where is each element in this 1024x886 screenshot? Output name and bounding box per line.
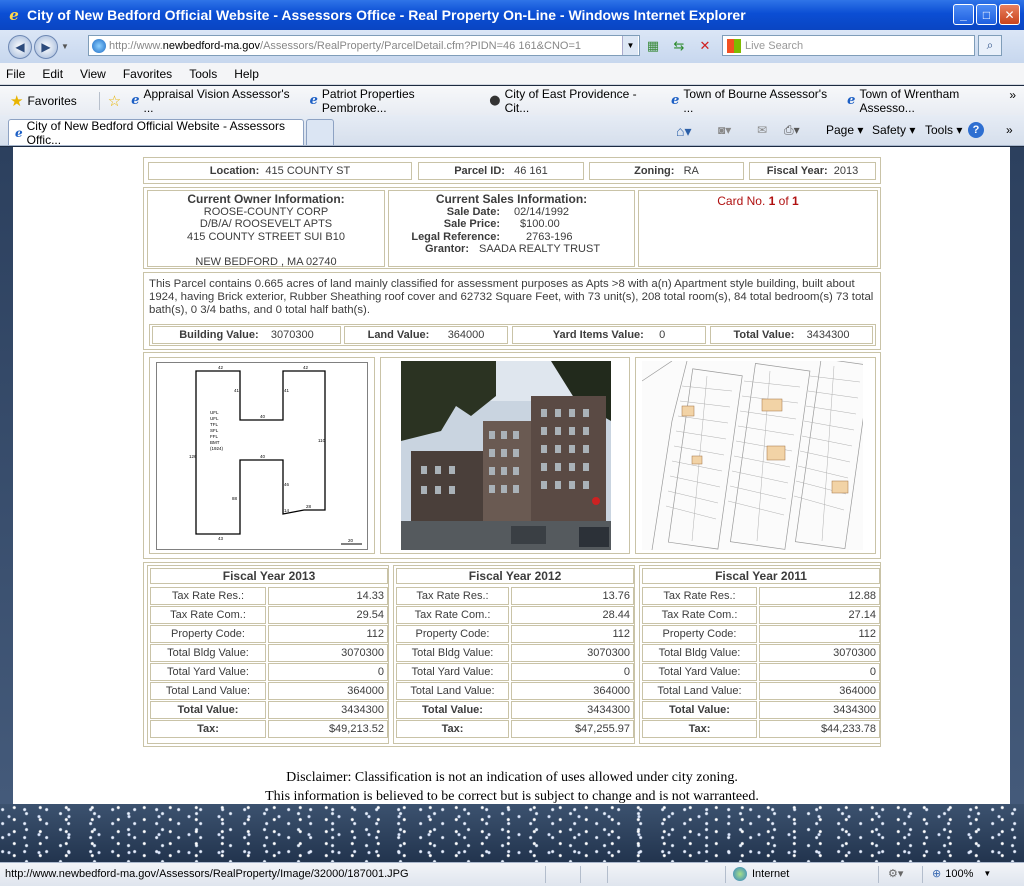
owner-sales-row	[143, 187, 881, 269]
grantor-value: SAADA REALTY TRUST	[479, 243, 601, 255]
sketch-dimension: 126	[189, 454, 197, 459]
sketch-dimension: 88	[232, 496, 238, 501]
location-value: 415 COUNTY ST	[265, 165, 351, 177]
sketch-dimension: 110	[318, 438, 326, 443]
fiscal-row-label: Tax:	[150, 720, 266, 738]
mail-icon[interactable]: ✉	[757, 123, 768, 137]
history-dropdown-icon[interactable]: ▼	[61, 42, 69, 51]
chevron-down-icon: ▼	[983, 869, 992, 878]
fiscal-row-label: Tax:	[642, 720, 757, 738]
address-dropdown-button[interactable]	[622, 36, 638, 55]
fiscal-row-label: Total Yard Value:	[396, 663, 509, 681]
card-num: 1	[768, 194, 776, 208]
favorite-link-5[interactable]	[847, 87, 1010, 115]
disclaimer-line: Disclaimer: Classification is not an indication of uses allowed under city zoning.	[286, 770, 738, 785]
card-number	[638, 190, 878, 267]
favorites-overflow-button[interactable]: »	[1009, 88, 1016, 102]
grantor-label: Grantor:	[425, 243, 469, 255]
separator	[545, 866, 546, 883]
back-button[interactable]	[8, 35, 32, 59]
fiscal-row-label: Tax Rate Res.:	[642, 587, 757, 605]
sale-date-value: 02/14/1992	[514, 205, 570, 218]
safety-menu-label: Safety	[872, 123, 907, 137]
search-input[interactable]	[722, 35, 975, 56]
fiscal-row-label: Total Value:	[396, 701, 509, 719]
sketch-dimension: 40	[260, 454, 266, 459]
fiscal-row-value: 112	[268, 625, 388, 643]
owner-line: 415 COUNTY STREET SUI B10	[187, 230, 345, 243]
fiscal-year-row	[150, 663, 388, 681]
sketch-note: SFL	[210, 428, 219, 433]
owner-info	[147, 190, 385, 267]
zoom-level: 100%	[945, 867, 974, 880]
fiscal-year-row	[150, 682, 388, 700]
sketch-dimension: 46	[284, 482, 290, 487]
fiscal-row-value: $49,213.52	[268, 720, 388, 738]
photo-image	[401, 361, 611, 550]
fiscal-row-value: 12.88	[759, 587, 880, 605]
background-water-right	[1010, 147, 1024, 804]
building-value-label: Building Value:	[179, 329, 259, 341]
internet-zone-icon	[733, 867, 747, 881]
fiscal-row-value: $47,255.97	[511, 720, 634, 738]
parcel-id-value: 46 161	[514, 165, 548, 177]
live-search-logo-icon	[727, 39, 741, 53]
values-row	[149, 324, 876, 346]
ie-page-icon: e	[309, 93, 318, 108]
parcel-map[interactable]	[635, 357, 876, 554]
background-water	[0, 804, 1024, 862]
sketch-drawing	[156, 362, 368, 550]
separator	[922, 866, 923, 883]
total-value: 3434300	[806, 329, 850, 341]
fiscal-row-label: Tax Rate Res.:	[150, 587, 266, 605]
card-total: 1	[792, 194, 799, 208]
favorite-link-label: Town of Wrentham Assesso...	[859, 86, 960, 115]
sketch-note: TFL	[210, 422, 219, 427]
page-viewport[interactable]	[13, 147, 1010, 804]
sale-price-value: $100.00	[520, 218, 560, 230]
sale-date-label: Sale Date:	[446, 205, 500, 218]
fiscal-year-row	[642, 606, 880, 624]
parcel-id-label: Parcel ID:	[454, 165, 505, 177]
legal-reference-label: Legal Reference:	[411, 230, 500, 243]
yard-value-cell	[512, 326, 706, 344]
zone-label: Internet	[752, 868, 790, 880]
fiscal-row-label: Total Land Value:	[642, 682, 757, 700]
fiscal-row-value: 3070300	[759, 644, 880, 662]
owner-line: ROOSE-COUNTY CORP	[203, 205, 329, 218]
total-value-cell	[710, 326, 873, 344]
separator	[580, 866, 581, 883]
fiscal-year-row	[396, 644, 634, 662]
fiscal-row-label: Property Code:	[396, 625, 509, 643]
favorite-link-2[interactable]	[310, 87, 476, 115]
fiscal-row-value: 364000	[511, 682, 634, 700]
fiscal-row-value: 0	[511, 663, 634, 681]
fiscal-year-row	[396, 682, 634, 700]
fiscal-row-label: Total Yard Value:	[150, 663, 266, 681]
fiscal-row-label: Total Yard Value:	[642, 663, 757, 681]
fiscal-row-label: Total Bldg Value:	[150, 644, 266, 662]
menu-view[interactable]: View	[80, 66, 106, 81]
sketch-dimension: 40	[260, 414, 266, 419]
fiscal-row-value: 29.54	[268, 606, 388, 624]
map-image	[642, 361, 863, 550]
zoom-icon: ⊕	[932, 868, 942, 880]
fiscal-row-value: 3434300	[511, 701, 634, 719]
fiscal-year-table	[147, 565, 389, 744]
commandbar-overflow-button[interactable]: »	[1006, 123, 1013, 137]
fiscal-row-label: Total Bldg Value:	[642, 644, 757, 662]
fiscal-row-label: Tax Rate Com.:	[150, 606, 266, 624]
fiscal-year-row	[396, 720, 634, 738]
add-favorite-icon[interactable]: ☆	[107, 92, 122, 110]
favorite-link-1[interactable]	[131, 87, 295, 115]
fiscal-year-row	[150, 720, 388, 738]
parcel-header-row	[143, 157, 881, 184]
disclaimer-line: This information is believed to be correct but is subject to change and is not warranteed.	[265, 789, 759, 804]
card-of: of	[778, 194, 789, 208]
fiscal-row-value: 27.14	[759, 606, 880, 624]
building-value: 3070300	[270, 329, 314, 341]
fiscal-year-row	[642, 701, 880, 719]
new-tab-button[interactable]	[306, 119, 334, 145]
sketch-dimension: 42	[218, 365, 224, 370]
favorite-link-label: Patriot Properties Pembroke...	[321, 86, 415, 115]
fiscal-row-value: 364000	[759, 682, 880, 700]
background-water-left	[0, 147, 13, 804]
separator	[99, 92, 100, 110]
fiscal-row-value: 28.44	[511, 606, 634, 624]
fiscal-year-row	[396, 625, 634, 643]
fiscal-row-value: 0	[268, 663, 388, 681]
refresh-icon[interactable]: ⇆	[673, 38, 685, 53]
fiscal-year-row	[396, 606, 634, 624]
fiscal-year-row	[150, 701, 388, 719]
url-path: /Assessors/RealProperty/ParcelDetail.cfm?PIDN=46 161&CNO=1	[260, 39, 581, 52]
fiscal-row-label: Property Code:	[150, 625, 266, 643]
fiscal-year-row	[396, 663, 634, 681]
fiscal-row-label: Total Value:	[150, 701, 266, 719]
forward-arrow-icon: ▶	[41, 39, 51, 54]
fiscal-year-row	[150, 625, 388, 643]
fiscal-row-value: 3434300	[759, 701, 880, 719]
rss-icon[interactable]: ◙▾	[718, 123, 732, 137]
menu-bar	[0, 63, 1024, 85]
sketch-note: UFL	[210, 410, 219, 415]
fiscal-row-label: Total Land Value:	[396, 682, 509, 700]
favorite-link-3[interactable]	[489, 87, 657, 115]
help-icon[interactable]: ?	[968, 122, 984, 138]
zoning-value: RA	[683, 165, 699, 177]
ie-page-icon: e	[131, 93, 140, 108]
safety-menu-button[interactable]: Safety ▾	[872, 123, 916, 137]
sketch-dimension: 20	[348, 538, 354, 543]
sketch-note: UFL	[210, 416, 219, 421]
favorites-bar	[0, 86, 1024, 115]
window-title: City of New Bedford Official Website - Assessors Office - Real Property On-Line - Windows Internet Explorer	[27, 7, 746, 23]
separator	[725, 866, 726, 883]
ie-page-icon: e	[15, 125, 23, 140]
parcel-detail	[143, 157, 881, 757]
favorites-star-icon: ★	[10, 92, 24, 110]
legal-reference-value: 2763-196	[526, 230, 573, 243]
favorite-link-label: City of East Providence - Cit...	[504, 86, 637, 115]
favorites-button[interactable]	[10, 92, 77, 110]
fiscal-year-row	[396, 701, 634, 719]
ie-page-icon: e	[671, 93, 680, 108]
fiscal-row-value: 0	[759, 663, 880, 681]
yard-value-label: Yard Items Value:	[552, 329, 644, 341]
chevron-down-icon: ▼	[626, 41, 635, 50]
owner-line: D/B/A/ ROOSEVELT APTS	[199, 218, 333, 230]
total-value-label: Total Value:	[733, 329, 795, 341]
back-arrow-icon: ◀	[15, 39, 25, 54]
fiscal-year-row	[642, 720, 880, 738]
fiscal-year-row	[642, 682, 880, 700]
favorite-link-label: Town of Bourne Assessor's ...	[683, 86, 828, 115]
fiscal-row-label: Property Code:	[642, 625, 757, 643]
address-input[interactable]	[88, 35, 640, 56]
fiscal-year-value: 2013	[833, 165, 859, 177]
fiscal-year-title: Fiscal Year 2011	[642, 568, 880, 584]
printer-icon[interactable]: ⎙▾	[784, 123, 800, 137]
favorites-label: Favorites	[27, 93, 77, 108]
menu-edit[interactable]: Edit	[42, 66, 64, 81]
window-title-bar[interactable]	[0, 0, 1024, 30]
description-box	[143, 272, 881, 350]
fiscal-year-row	[150, 606, 388, 624]
fiscal-year-table	[393, 565, 635, 744]
fiscal-row-value: 3434300	[268, 701, 388, 719]
fiscal-year-row	[150, 587, 388, 605]
fiscal-row-value: 14.33	[268, 587, 388, 605]
fiscal-year-title: Fiscal Year 2012	[396, 568, 634, 584]
fiscal-row-value: 112	[759, 625, 880, 643]
page-menu-button[interactable]: Page ▾	[826, 123, 864, 137]
owner-heading: Current Owner Information:	[187, 192, 345, 206]
tab-active[interactable]	[8, 119, 304, 145]
fiscal-year-row	[642, 663, 880, 681]
menu-tools[interactable]: Tools	[189, 66, 218, 81]
tab-title: City of New Bedford Official Website - Assessors Offic...	[26, 118, 285, 147]
menu-favorites[interactable]: Favorites	[122, 66, 173, 81]
land-value-cell	[344, 326, 508, 344]
search-icon: ⌕	[986, 38, 994, 52]
fiscal-row-label: Tax Rate Com.:	[396, 606, 509, 624]
location-label: Location:	[209, 165, 260, 177]
building-sketch[interactable]	[149, 357, 375, 554]
fiscal-year-row	[150, 644, 388, 662]
fiscal-row-label: Total Land Value:	[150, 682, 266, 700]
tools-menu-button[interactable]: Tools ▾	[925, 123, 963, 137]
card-prefix: Card No.	[717, 194, 766, 208]
tab-bar	[0, 115, 1024, 146]
disclaimer	[0, 768, 1024, 806]
zoning-label: Zoning:	[634, 165, 675, 177]
fiscal-row-value: $44,233.78	[759, 720, 880, 738]
close-window-button[interactable]: ✕	[999, 4, 1020, 25]
ie-page-icon: e	[847, 93, 856, 108]
fiscal-row-value: 3070300	[268, 644, 388, 662]
fiscal-row-label: Tax:	[396, 720, 509, 738]
url-prefix: http://www.	[109, 39, 163, 52]
sketch-note: (1924)	[210, 446, 224, 451]
land-value-label: Land Value:	[367, 329, 430, 341]
stop-icon[interactable]: ✕	[699, 38, 711, 53]
tools-menu-label: Tools	[925, 123, 954, 137]
sales-heading: Current Sales Information:	[435, 192, 588, 206]
favorite-link-4[interactable]	[671, 87, 833, 115]
sketch-dimension: 41	[284, 388, 290, 393]
status-url: http://www.newbedford-ma.gov/Assessors/RealProperty/Image/32000/187001.JPG	[5, 868, 409, 880]
favorite-link-label: Appraisal Vision Assessor's ...	[143, 86, 290, 115]
search-placeholder: Live Search	[745, 39, 804, 52]
maximize-button[interactable]: □	[976, 4, 997, 25]
fiscal-year-row	[396, 587, 634, 605]
sketch-dimension: 43	[218, 536, 224, 541]
yard-value: 0	[659, 329, 666, 341]
forward-button[interactable]	[34, 35, 58, 59]
land-value: 364000	[447, 329, 485, 341]
fiscal-year-row	[642, 587, 880, 605]
zoom-control[interactable]	[932, 867, 991, 880]
fiscal-year-row	[642, 644, 880, 662]
city-seal-icon: ●	[489, 93, 501, 108]
compatibility-view-icon[interactable]: ▦	[646, 38, 660, 53]
sketch-dimension: 28	[306, 504, 312, 509]
fiscal-row-label: Total Value:	[642, 701, 757, 719]
sketch-note: FFL	[210, 434, 219, 439]
fiscal-year-table	[639, 565, 881, 744]
page-globe-icon	[92, 39, 106, 53]
fiscal-row-value: 13.76	[511, 587, 634, 605]
fiscal-row-value: 112	[511, 625, 634, 643]
separator	[607, 866, 608, 883]
location-cell	[148, 162, 412, 180]
fiscal-row-label: Tax Rate Com.:	[642, 606, 757, 624]
address-toolbar	[0, 30, 1024, 63]
fiscal-year-row	[642, 625, 880, 643]
search-button[interactable]	[978, 35, 1002, 56]
security-zone[interactable]	[733, 867, 789, 881]
zoning-cell	[589, 162, 744, 180]
building-value-cell	[152, 326, 341, 344]
home-icon[interactable]: ⌂▾	[676, 123, 692, 139]
minimize-button[interactable]: _	[953, 4, 974, 25]
parcel-id-cell	[418, 162, 584, 180]
sketch-note: BMT	[210, 440, 220, 445]
protected-mode-icon[interactable]: ⚙▾	[888, 868, 904, 880]
fiscal-history	[143, 562, 881, 747]
fiscal-row-label: Tax Rate Res.:	[396, 587, 509, 605]
parcel-description: This Parcel contains 0.665 acres of land mainly classified for assessment purposes as Apts >8 with a(n) Apartment style building, built about 1924, having Brick exterior, Rubber Sheathing roof cover and 62732 Square Feet, with 73 unit(s), 208 total room(s), 84 total bedroom(s) 73 total bath(s), 0 3/4 baths, and 0 total half bath(s).	[149, 278, 874, 316]
fiscal-row-value: 3070300	[511, 644, 634, 662]
sale-price-label: Sale Price:	[443, 218, 500, 230]
page-menu-label: Page	[826, 123, 855, 137]
sketch-dimension: 14	[284, 508, 290, 513]
menu-help[interactable]: Help	[234, 66, 259, 81]
ie-logo-icon: e	[9, 6, 19, 24]
fiscal-year-title: Fiscal Year 2013	[150, 568, 388, 584]
fiscal-row-value: 364000	[268, 682, 388, 700]
sketch-dimension: 42	[303, 365, 309, 370]
building-photo[interactable]	[380, 357, 630, 554]
fiscal-year-label: Fiscal Year:	[766, 165, 828, 177]
sales-info	[388, 190, 635, 267]
url-host: newbedford-ma.gov	[162, 39, 261, 52]
images-row	[143, 352, 881, 559]
status-bar	[0, 862, 1024, 886]
separator	[878, 866, 879, 883]
owner-line: NEW BEDFORD , MA 02740	[195, 256, 337, 268]
fiscal-row-label: Total Bldg Value:	[396, 644, 509, 662]
menu-file[interactable]: File	[6, 66, 26, 81]
sketch-dimension: 41	[234, 388, 240, 393]
fiscal-year-cell	[749, 162, 876, 180]
